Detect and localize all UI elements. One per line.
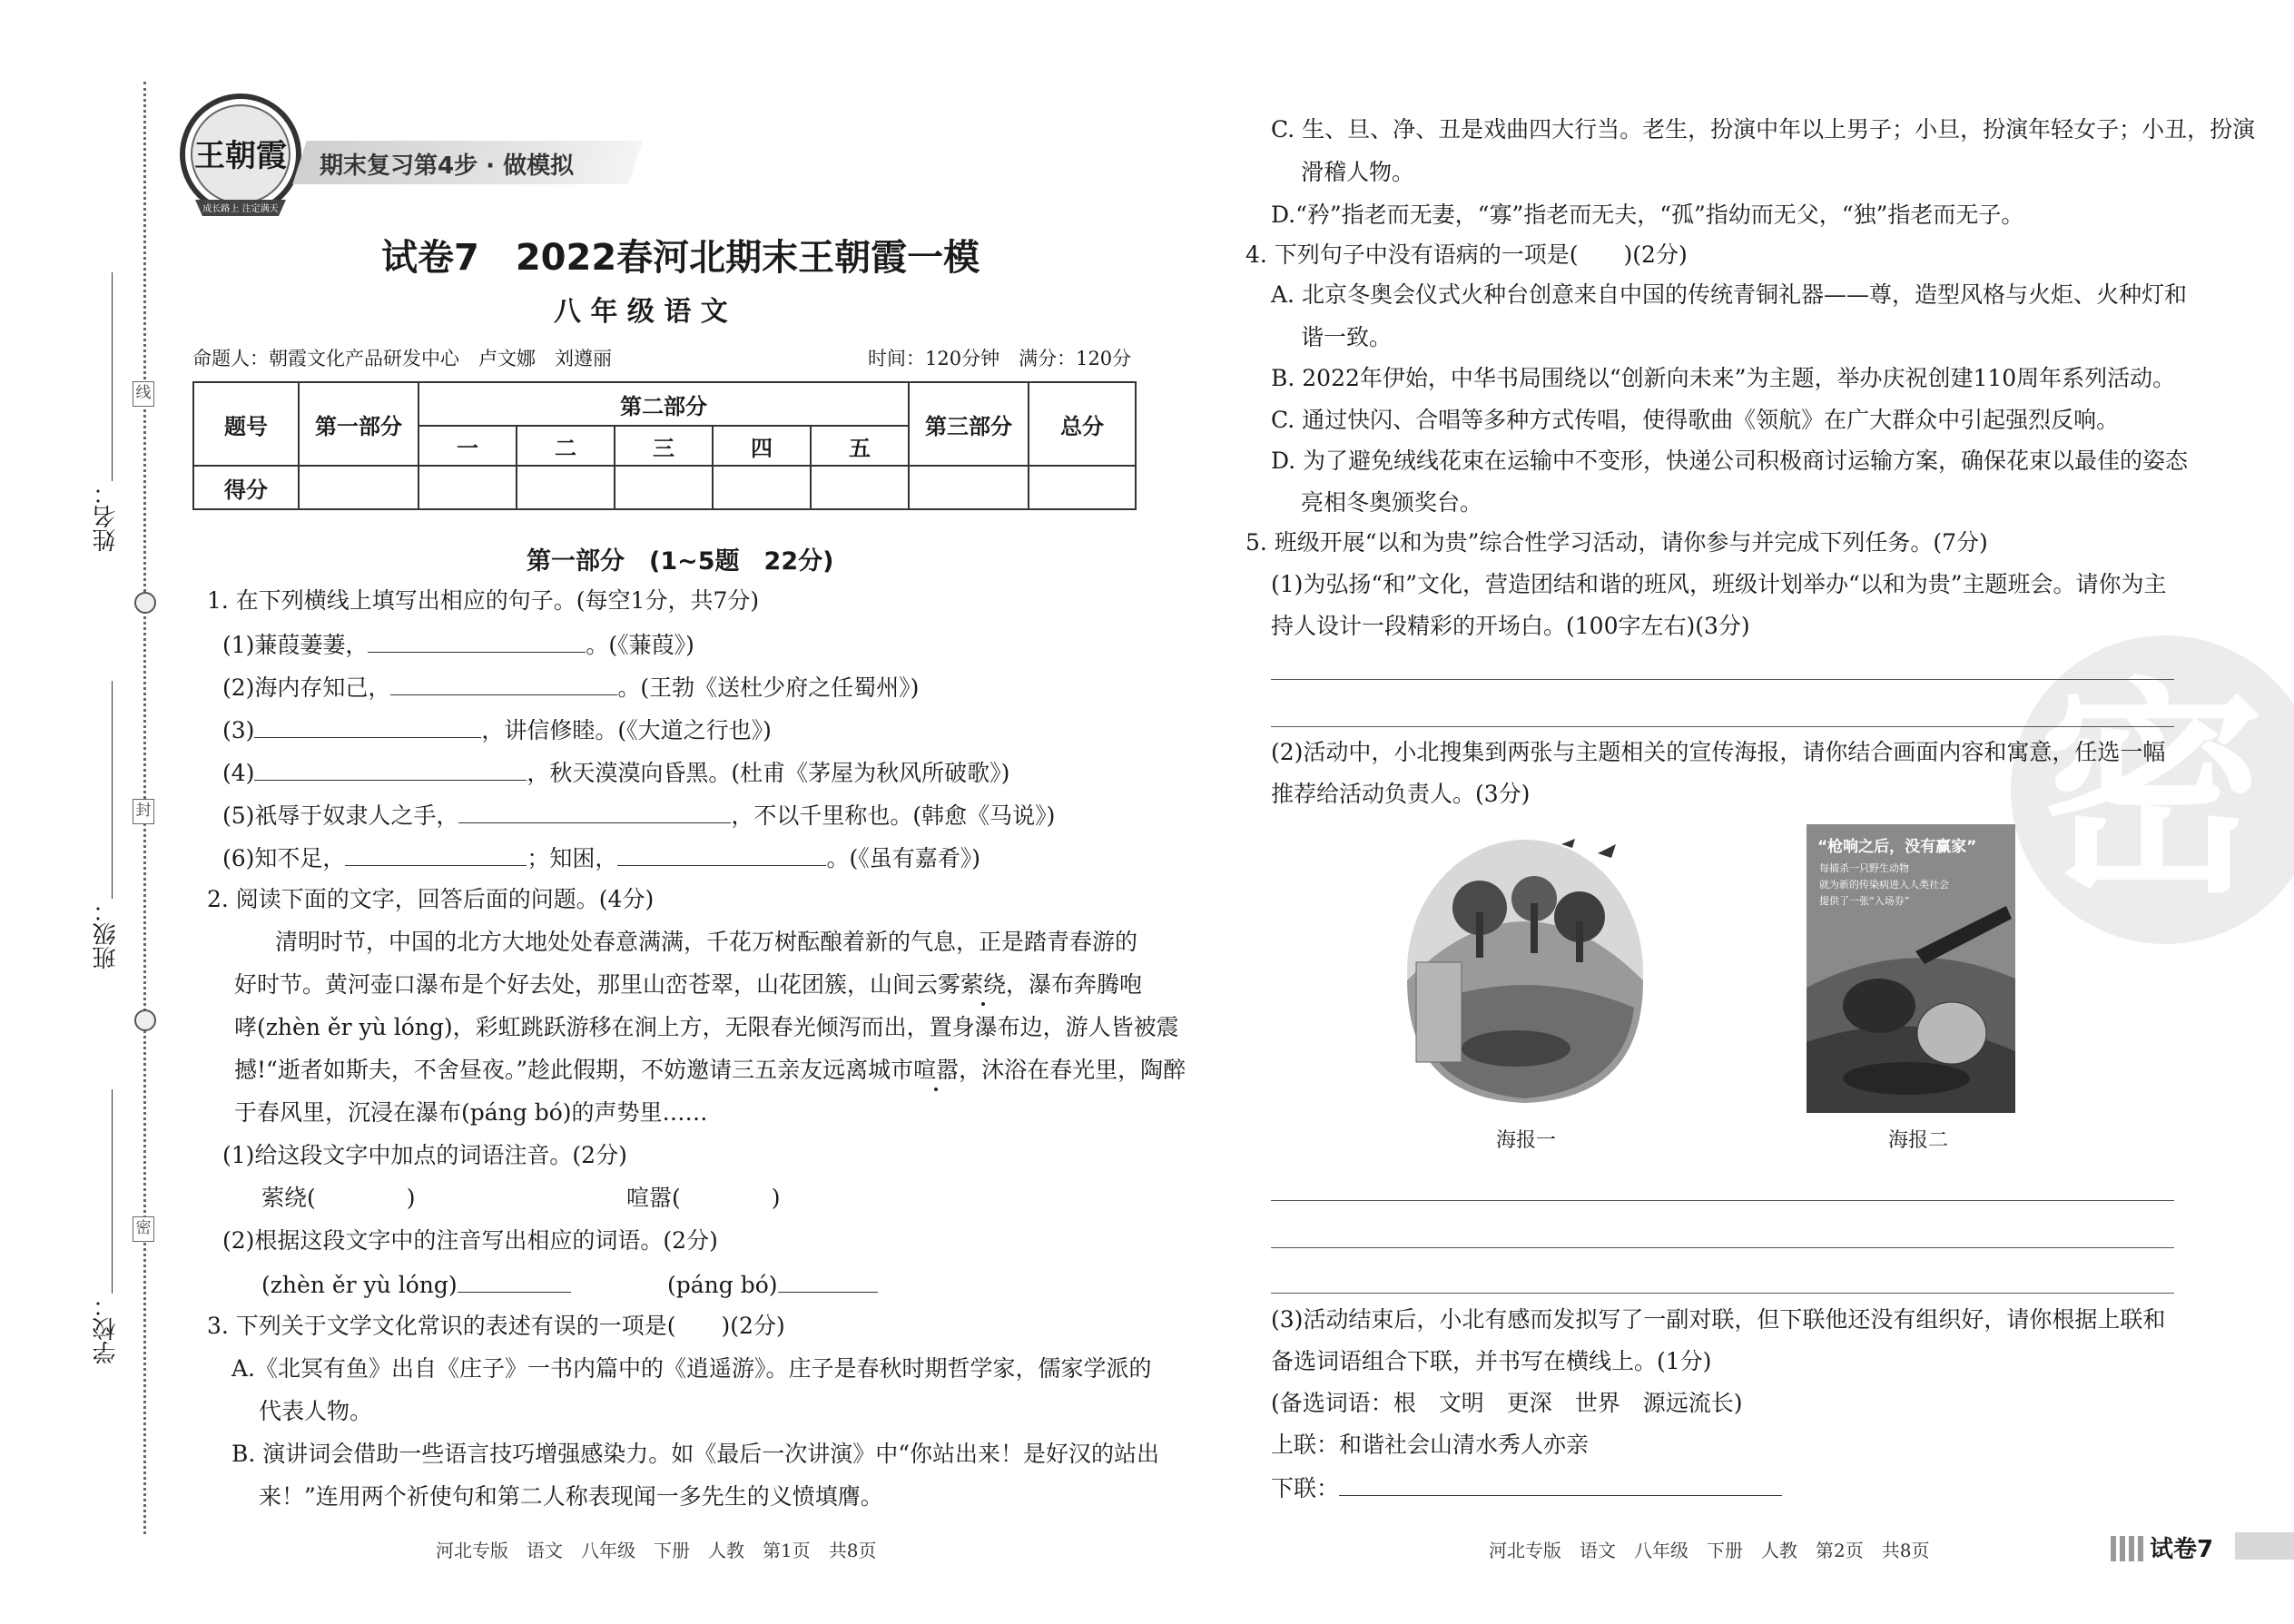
q1-1-suffix: 。(《蒹葭》) — [586, 632, 694, 658]
q5-1-answer-line-2[interactable] — [1271, 726, 2174, 727]
q1-5-blank[interactable] — [458, 799, 731, 823]
exam-title: 试卷7 2022春河北期末王朝霞一模 — [381, 237, 980, 279]
logo-subtitle: 成长路上 注定满天 — [202, 204, 279, 214]
passage-line-3: 哮(zhèn ěr yù lóng)，彩虹跳跃游移在涧上方，无限春光倾泻而出，置身瀑布边，游人皆被震 — [234, 1014, 1179, 1040]
q1-6-blank-a[interactable] — [345, 842, 527, 866]
q2-2-blank-b[interactable] — [778, 1268, 878, 1293]
q5-3-word-bank: (备选词语：根 文明 更深 世界 源远流长) — [1271, 1390, 1743, 1416]
q1-5-prefix: (5)祇辱于奴隶人之手， — [222, 802, 459, 829]
q5-3-lower-blank[interactable] — [1339, 1471, 1782, 1496]
q1-6-blank-b[interactable] — [617, 842, 826, 866]
q2-2-stem: (2)根据这段文字中的注音写出相应的词语。(2分) — [222, 1227, 718, 1254]
q1-4-blank[interactable] — [254, 756, 527, 781]
q4-option-c: C. 通过快闪、合唱等多种方式传唱，使得歌曲《领航》在广大群众中引起强烈反响。 — [1271, 407, 2120, 433]
score-cell[interactable] — [1029, 466, 1136, 509]
q5-3-lower-label: 下联： — [1271, 1475, 1340, 1501]
class-label: 班级： — [93, 899, 120, 969]
score-cell[interactable] — [299, 466, 418, 509]
score-header-part2: 第二部分 — [418, 382, 909, 426]
q2-2-blank-a[interactable] — [458, 1268, 571, 1293]
q5-1-answer-line-1[interactable] — [1271, 679, 2174, 680]
seal-char-mi: 密 — [133, 1216, 154, 1242]
q1-2-suffix: 。(王勃《送杜少府之任蜀州》) — [617, 674, 920, 701]
dotted-word-xuanxiao: 喧嚣 — [913, 1055, 959, 1086]
q1-item-3 — [222, 714, 772, 746]
dotted-word-yingrao: 萦绕 — [960, 969, 1006, 1000]
score-cell[interactable] — [909, 466, 1029, 509]
q1-3-prefix: (3) — [222, 717, 255, 743]
footer-tag-bar — [2235, 1532, 2294, 1560]
poster-one-caption: 海报一 — [1496, 1129, 1557, 1152]
q5-3-line-1: (3)活动结束后，小北有感而发拟写了一副对联，但下联他还没有组织好，请你根据上联和 — [1271, 1306, 2166, 1333]
name-label: 姓名： — [93, 481, 120, 552]
q1-3-blank[interactable] — [254, 714, 481, 738]
q1-item-4 — [222, 756, 1009, 789]
passage-line-2-a: 好时节。黄河壶口瀑布是个好去处，那里山峦苍翠，山花团簇，山间云雾 — [234, 971, 961, 998]
passage-line-4-b: ，沐浴在春光里，陶醉 — [959, 1057, 1186, 1083]
q1-6-suffix: 。(《虽有嘉肴》) — [826, 845, 980, 871]
score-row-label: 得分 — [193, 466, 299, 509]
q1-5-suffix: ，不以千里称也。(韩愈《马说》) — [731, 802, 1056, 829]
poster-two-image[interactable] — [1807, 824, 2015, 1113]
score-sub-3: 三 — [615, 426, 713, 466]
q4-option-b: B. 2022年伊始，中华书局围绕以“创新向未来”为主题，举办庆祝创建110周年系列活动。 — [1271, 365, 2176, 391]
exam-authors: 命题人：朝霞文化产品研发中心 卢文娜 刘遵丽 — [192, 348, 612, 369]
banner-text: 期末复习第4步 · 做模拟 — [320, 153, 575, 180]
q4-option-d-2: 亮相冬奥颁奖台。 — [1301, 489, 1483, 516]
q3-option-a-2: 代表人物。 — [259, 1398, 373, 1424]
score-cell[interactable] — [713, 466, 811, 509]
q5-stem: 5. 班级开展“以和为贵”综合性学习活动，请你参与并完成下列任务。(7分) — [1245, 529, 1988, 556]
passage-line-2 — [234, 969, 1142, 1000]
passage-line-4 — [234, 1055, 1186, 1086]
q1-2-blank[interactable] — [390, 671, 617, 695]
q5-2-answer-line-1[interactable] — [1271, 1200, 2174, 1201]
q4-stem: 4. 下列句子中没有语病的一项是( )(2分) — [1245, 241, 1688, 268]
score-table — [192, 381, 1137, 510]
score-header-number: 题号 — [193, 382, 299, 466]
q1-6-prefix: (6)知不足， — [222, 845, 346, 871]
seal-char-xian: 线 — [133, 381, 154, 407]
q3-option-b-1: B. 演讲词会借助一些语言技巧增强感染力。如《最后一次讲演》中“你站出来！是好汉的站出 — [231, 1441, 1160, 1467]
q1-item-6 — [222, 842, 980, 874]
score-sub-4: 四 — [713, 426, 811, 466]
passage-line-5: 于春风里，沉浸在瀑布(páng bó)的声势里…… — [234, 1099, 708, 1126]
q1-item-5 — [222, 799, 1055, 832]
watermark-char: 密 — [2038, 656, 2265, 923]
score-sub-2: 二 — [517, 426, 615, 466]
score-cell[interactable] — [811, 466, 909, 509]
q2-2-pinyin-b: (páng bó) — [667, 1272, 778, 1298]
q3-option-c-1: C. 生、旦、净、丑是戏曲四大行当。老生，扮演中年以上男子；小旦，扮演年轻女子；小丑，扮演 — [1271, 116, 2256, 143]
footer-tag-pattern — [2111, 1536, 2147, 1561]
q1-2-prefix: (2)海内存知己， — [222, 674, 391, 701]
q2-1-stem: (1)给这段文字中加点的词语注音。(2分) — [222, 1142, 627, 1168]
q4-option-a-2: 谐一致。 — [1301, 324, 1393, 350]
passage-line-4-a: 撼!“逝者如斯夫，不舍昼夜。”趁此假期，不妨邀请三五亲友远离城市 — [234, 1057, 914, 1083]
seal-char-feng: 封 — [133, 799, 154, 824]
q2-2-item-b — [667, 1268, 878, 1301]
watermark-seal — [2011, 635, 2294, 944]
seal-mark-top — [134, 592, 156, 614]
q5-2-line-2: 推荐给活动负责人。(3分) — [1271, 781, 1531, 807]
q3-stem: 3. 下列关于文学文化常识的表述有误的一项是( )(2分) — [207, 1313, 785, 1339]
poster-two-title: “枪响之后，没有赢家” — [1817, 838, 1977, 856]
q1-1-blank[interactable] — [368, 628, 586, 653]
q3-option-a-1: A.《北冥有鱼》出自《庄子》一书内篇中的《逍遥游》。庄子是春秋时期哲学家，儒家学派的 — [231, 1355, 1152, 1382]
q5-2-line-1: (2)活动中，小北搜集到两张与主题相关的宣传海报，请你结合画面内容和寓意，任选一幅 — [1271, 739, 2166, 765]
passage-line-1: 清明时节，中国的北方大地处处春意满满，千花万树酝酿着新的气息，正是踏青春游的 — [275, 929, 1138, 955]
poster-one-image[interactable] — [1398, 826, 1652, 1107]
score-cell[interactable] — [615, 466, 713, 509]
class-field[interactable] — [112, 681, 113, 899]
q5-1-line-2: 持人设计一段精彩的开场白。(100字左右)(3分) — [1271, 613, 1750, 639]
logo-text: 王朝霞 — [194, 138, 287, 174]
q3-option-b-2: 来！”连用两个祈使句和第二人称表现闻一多先生的义愤填膺。 — [259, 1483, 883, 1510]
q2-stem: 2. 阅读下面的文字，回答后面的问题。(4分) — [207, 886, 655, 912]
footer-right: 河北专版 语文 八年级 下册 人教 第2页 共8页 — [1489, 1540, 1930, 1561]
school-field[interactable] — [112, 1089, 113, 1294]
score-header-part1: 第一部分 — [299, 382, 418, 466]
q2-1-answer-a[interactable]: 萦绕( ) — [261, 1185, 416, 1211]
score-header-total: 总分 — [1029, 382, 1136, 466]
q5-1-line-1: (1)为弘扬“和”文化，营造团结和谐的班风，班级计划举办“以和为贵”主题班会。请你为主 — [1271, 571, 2167, 597]
q1-item-1 — [222, 628, 694, 661]
q1-4-suffix: ，秋天漠漠向昏黑。(杜甫《茅屋为秋风所破歌》) — [527, 760, 1010, 786]
score-cell[interactable] — [418, 466, 517, 509]
poster-two-line-1: 每捕杀一只野生动物 — [1819, 862, 1909, 874]
brand-logo — [177, 91, 304, 218]
q2-1-answer-b[interactable]: 喧嚣( ) — [626, 1185, 781, 1211]
q4-option-d-1: D. 为了避免绒线花束在运输中不变形，快递公司积极商讨运输方案，确保花束以最佳的姿态 — [1271, 448, 2189, 474]
footer-left: 河北专版 语文 八年级 下册 人教 第1页 共8页 — [436, 1540, 877, 1561]
q5-2-answer-line-2[interactable] — [1271, 1247, 2174, 1248]
school-label: 学校： — [93, 1294, 120, 1364]
q3-option-c-2: 滑稽人物。 — [1301, 159, 1415, 185]
q3-option-d: D.“矜”指老而无妻，“寡”指老而无夫，“孤”指幼而无父，“独”指老而无子。 — [1271, 202, 2024, 228]
poster-two-caption: 海报二 — [1888, 1129, 1949, 1152]
score-sub-1: 一 — [418, 426, 517, 466]
q5-2-answer-line-3[interactable] — [1271, 1293, 2174, 1294]
q4-option-a-1: A. 北京冬奥会仪式火种台创意来自中国的传统青铜礼器——尊，造型风格与火炬、火种灯和 — [1271, 281, 2187, 308]
q5-3-lower-couplet — [1271, 1471, 1782, 1504]
poster-two-line-2: 就为新的传染病进入人类社会 — [1819, 879, 1949, 891]
poster-two-line-3: 提供了一张“入场券” — [1819, 895, 1910, 907]
q1-3-suffix: ，讲信修睦。(《大道之行也》) — [481, 717, 772, 743]
q1-stem: 1. 在下列横线上填写出相应的句子。(每空1分，共7分) — [207, 587, 760, 614]
score-cell[interactable] — [517, 466, 615, 509]
q5-3-line-2: 备选词语组合下联，并书写在横线上。(1分) — [1271, 1348, 1712, 1374]
score-header-part3: 第三部分 — [909, 382, 1029, 466]
seal-mark-bottom — [134, 1009, 156, 1031]
passage-line-2-b: ，瀑布奔腾咆 — [1006, 971, 1143, 998]
score-sub-5: 五 — [811, 426, 909, 466]
q2-2-pinyin-a: (zhèn ěr yù lóng) — [261, 1272, 458, 1298]
footer-tag: 试卷7 — [2150, 1536, 2214, 1563]
exam-time-score: 时间：120分钟 满分：120分 — [868, 348, 1132, 369]
q5-3-upper-couplet: 上联：和谐社会山清水秀人亦亲 — [1271, 1432, 1590, 1458]
q2-2-item-a — [261, 1268, 571, 1301]
subject-title: 八 年 级 语 文 — [554, 296, 728, 328]
name-field[interactable] — [112, 272, 113, 481]
q1-item-2 — [222, 671, 919, 704]
q1-4-prefix: (4) — [222, 760, 255, 786]
q1-1-prefix: (1)蒹葭萋萋， — [222, 632, 369, 658]
q1-6-middle: ；知困， — [527, 845, 618, 871]
section-title: 第一部分 (1~5题 22分) — [527, 547, 834, 576]
